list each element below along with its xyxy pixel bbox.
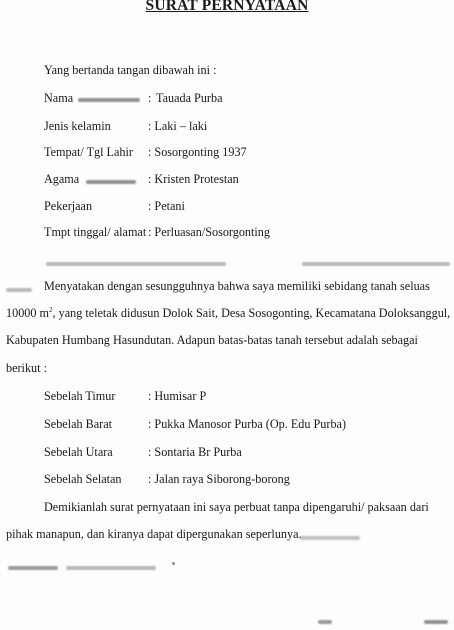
border-label-timur: Sebelah Timur — [44, 389, 116, 403]
intro-text: Yang bertanda tangan dibawah ini : — [44, 63, 217, 77]
border-value-timur: : Humisar P — [148, 389, 207, 403]
statement-line-4: berikut : — [6, 361, 47, 375]
border-value-utara: : Sontaria Br Purba — [148, 445, 242, 459]
statement-line-1: Menyatakan dengan sesungguhnya bahwa saya memiliki sebidang tanah seluas — [44, 279, 430, 293]
colon: : — [148, 91, 152, 105]
field-value-pekerjaan: : Petani — [148, 199, 185, 213]
bleed-through-mark — [318, 620, 332, 624]
field-value-nama: Tauada Purba — [156, 91, 223, 105]
field-label-nama: Nama — [44, 91, 74, 105]
bleed-through-mark — [66, 566, 156, 570]
field-value-tempat-tgl-lahir: : Sosorgonting 1937 — [148, 145, 247, 159]
field-value-agama: : Kristen Protestan — [148, 172, 239, 186]
field-label-agama: Agama — [44, 172, 80, 186]
field-label-alamat: Tmpt tinggal/ alamat — [44, 225, 147, 239]
border-label-utara: Sebelah Utara — [44, 445, 113, 459]
field-label-pekerjaan: Pekerjaan — [44, 199, 93, 213]
statement-line-2: 10000 $m^2$, yang teletak didusun Dolok Sait, Desa Sosogonting, Kecamatana Doloksanggul, — [6, 306, 451, 321]
border-value-barat: : Pukka Manosor Purba (Op. Edu Purba) — [148, 417, 347, 431]
closing-line-1: Demikianlah surat pernyataan ini saya perbuat tanpa dipengaruhi/ paksaan dari — [44, 500, 429, 514]
bleed-through-mark — [86, 180, 136, 184]
closing-line-2: pihak manapun, dan kiranya dapat dipergunakan seperlunya. — [6, 527, 302, 541]
field-label-tempat-tgl-lahir: Tempat/ Tgl Lahir — [44, 145, 133, 159]
field-value-jenis-kelamin: : Laki – laki — [148, 119, 208, 133]
bleed-through-mark — [300, 536, 360, 540]
speck — [172, 562, 175, 565]
field-value-alamat: : Perluasan/Sosorgonting — [148, 225, 270, 239]
statement-line-3: Kabupaten Humbang Hasundutan. Adapun batas-batas tanah tersebut adalah sebagai — [6, 333, 418, 347]
field-label-jenis-kelamin: Jenis kelamin — [44, 119, 111, 133]
border-label-selatan: Sebelah Selatan — [44, 472, 122, 486]
bleed-through-mark — [78, 98, 140, 102]
bleed-through-mark — [8, 566, 58, 570]
bleed-through-mark — [6, 288, 32, 292]
border-label-barat: Sebelah Barat — [44, 417, 113, 431]
bleed-through-mark — [302, 262, 450, 266]
bleed-through-mark — [424, 620, 448, 624]
bleed-through-mark — [46, 262, 226, 266]
document-title: SURAT PERNYATAAN — [145, 0, 309, 14]
border-value-selatan: : Jalan raya Siborong-borong — [148, 472, 290, 486]
